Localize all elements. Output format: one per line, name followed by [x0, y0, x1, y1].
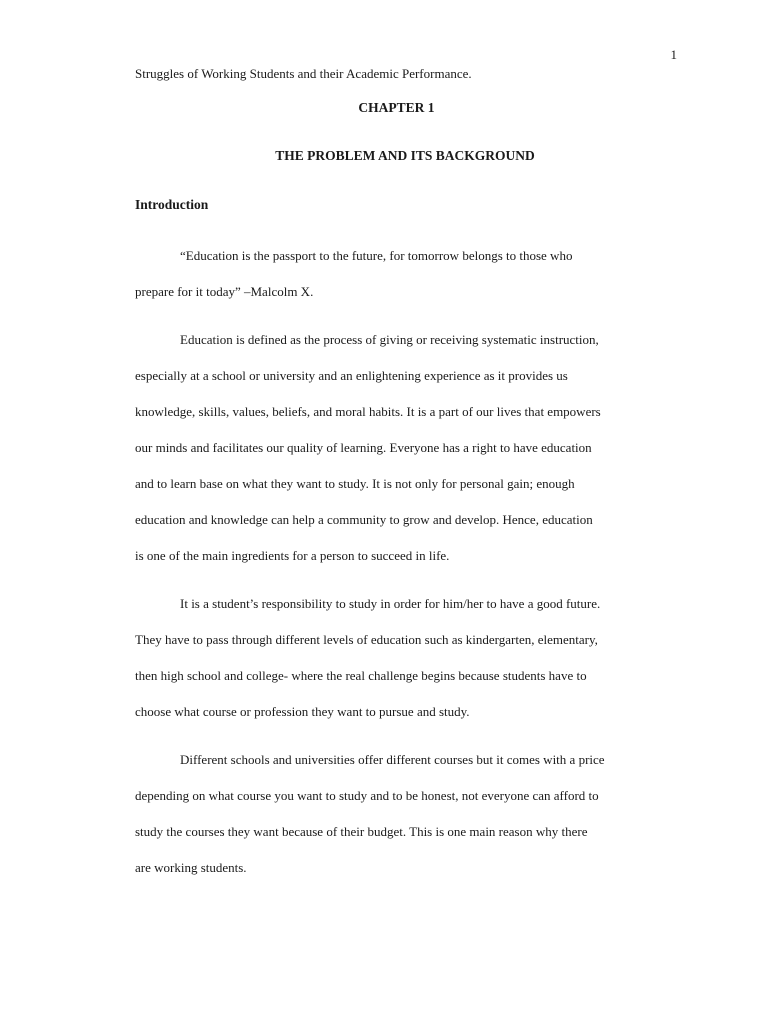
running-head: Struggles of Working Students and their Academic Performance. — [135, 66, 472, 81]
paragraph-line: and to learn base on what they want to study. It is not only for personal gain; enough — [135, 476, 575, 491]
paragraph-line: “Education is the passport to the future, for tomorrow belongs to those who — [180, 248, 573, 263]
chapter-title: THE PROBLEM AND ITS BACKGROUND — [275, 148, 535, 163]
paragraph-line: Education is defined as the process of giving or receiving systematic instruction, — [180, 332, 599, 347]
page-number: 1 — [670, 47, 677, 62]
paragraph — [135, 742, 680, 886]
body-text — [135, 238, 680, 898]
paragraph-line: then high school and college- where the real challenge begins because students have to — [135, 668, 587, 683]
paragraph — [135, 586, 680, 730]
paragraph-line: knowledge, skills, values, beliefs, and moral habits. It is a part of our lives that empowers — [135, 404, 601, 419]
paragraph-line: Different schools and universities offer different courses but it comes with a price — [180, 752, 605, 767]
paragraph-line: especially at a school or university and an enlightening experience as it provides us — [135, 368, 568, 383]
section-heading: Introduction — [135, 197, 209, 212]
paragraph-line: It is a student’s responsibility to study in order for him/her to have a good future. — [180, 596, 601, 611]
paragraph-line: They have to pass through different levels of education such as kindergarten, elementary, — [135, 632, 598, 647]
paragraph-line: education and knowledge can help a community to grow and develop. Hence, education — [135, 512, 593, 527]
paragraph-line: our minds and facilitates our quality of learning. Everyone has a right to have education — [135, 440, 592, 455]
paragraph-line: is one of the main ingredients for a person to succeed in life. — [135, 548, 450, 563]
chapter-heading: CHAPTER 1 — [358, 100, 435, 115]
paragraph-line: are working students. — [135, 860, 247, 875]
paragraph-line: study the courses they want because of their budget. This is one main reason why there — [135, 824, 588, 839]
paragraph-line: depending on what course you want to study and to be honest, not everyone can afford to — [135, 788, 599, 803]
paragraph-line: choose what course or profession they want to pursue and study. — [135, 704, 470, 719]
paragraph — [135, 238, 680, 310]
paragraph-line: prepare for it today” –Malcolm X. — [135, 284, 314, 299]
paragraph — [135, 322, 680, 574]
